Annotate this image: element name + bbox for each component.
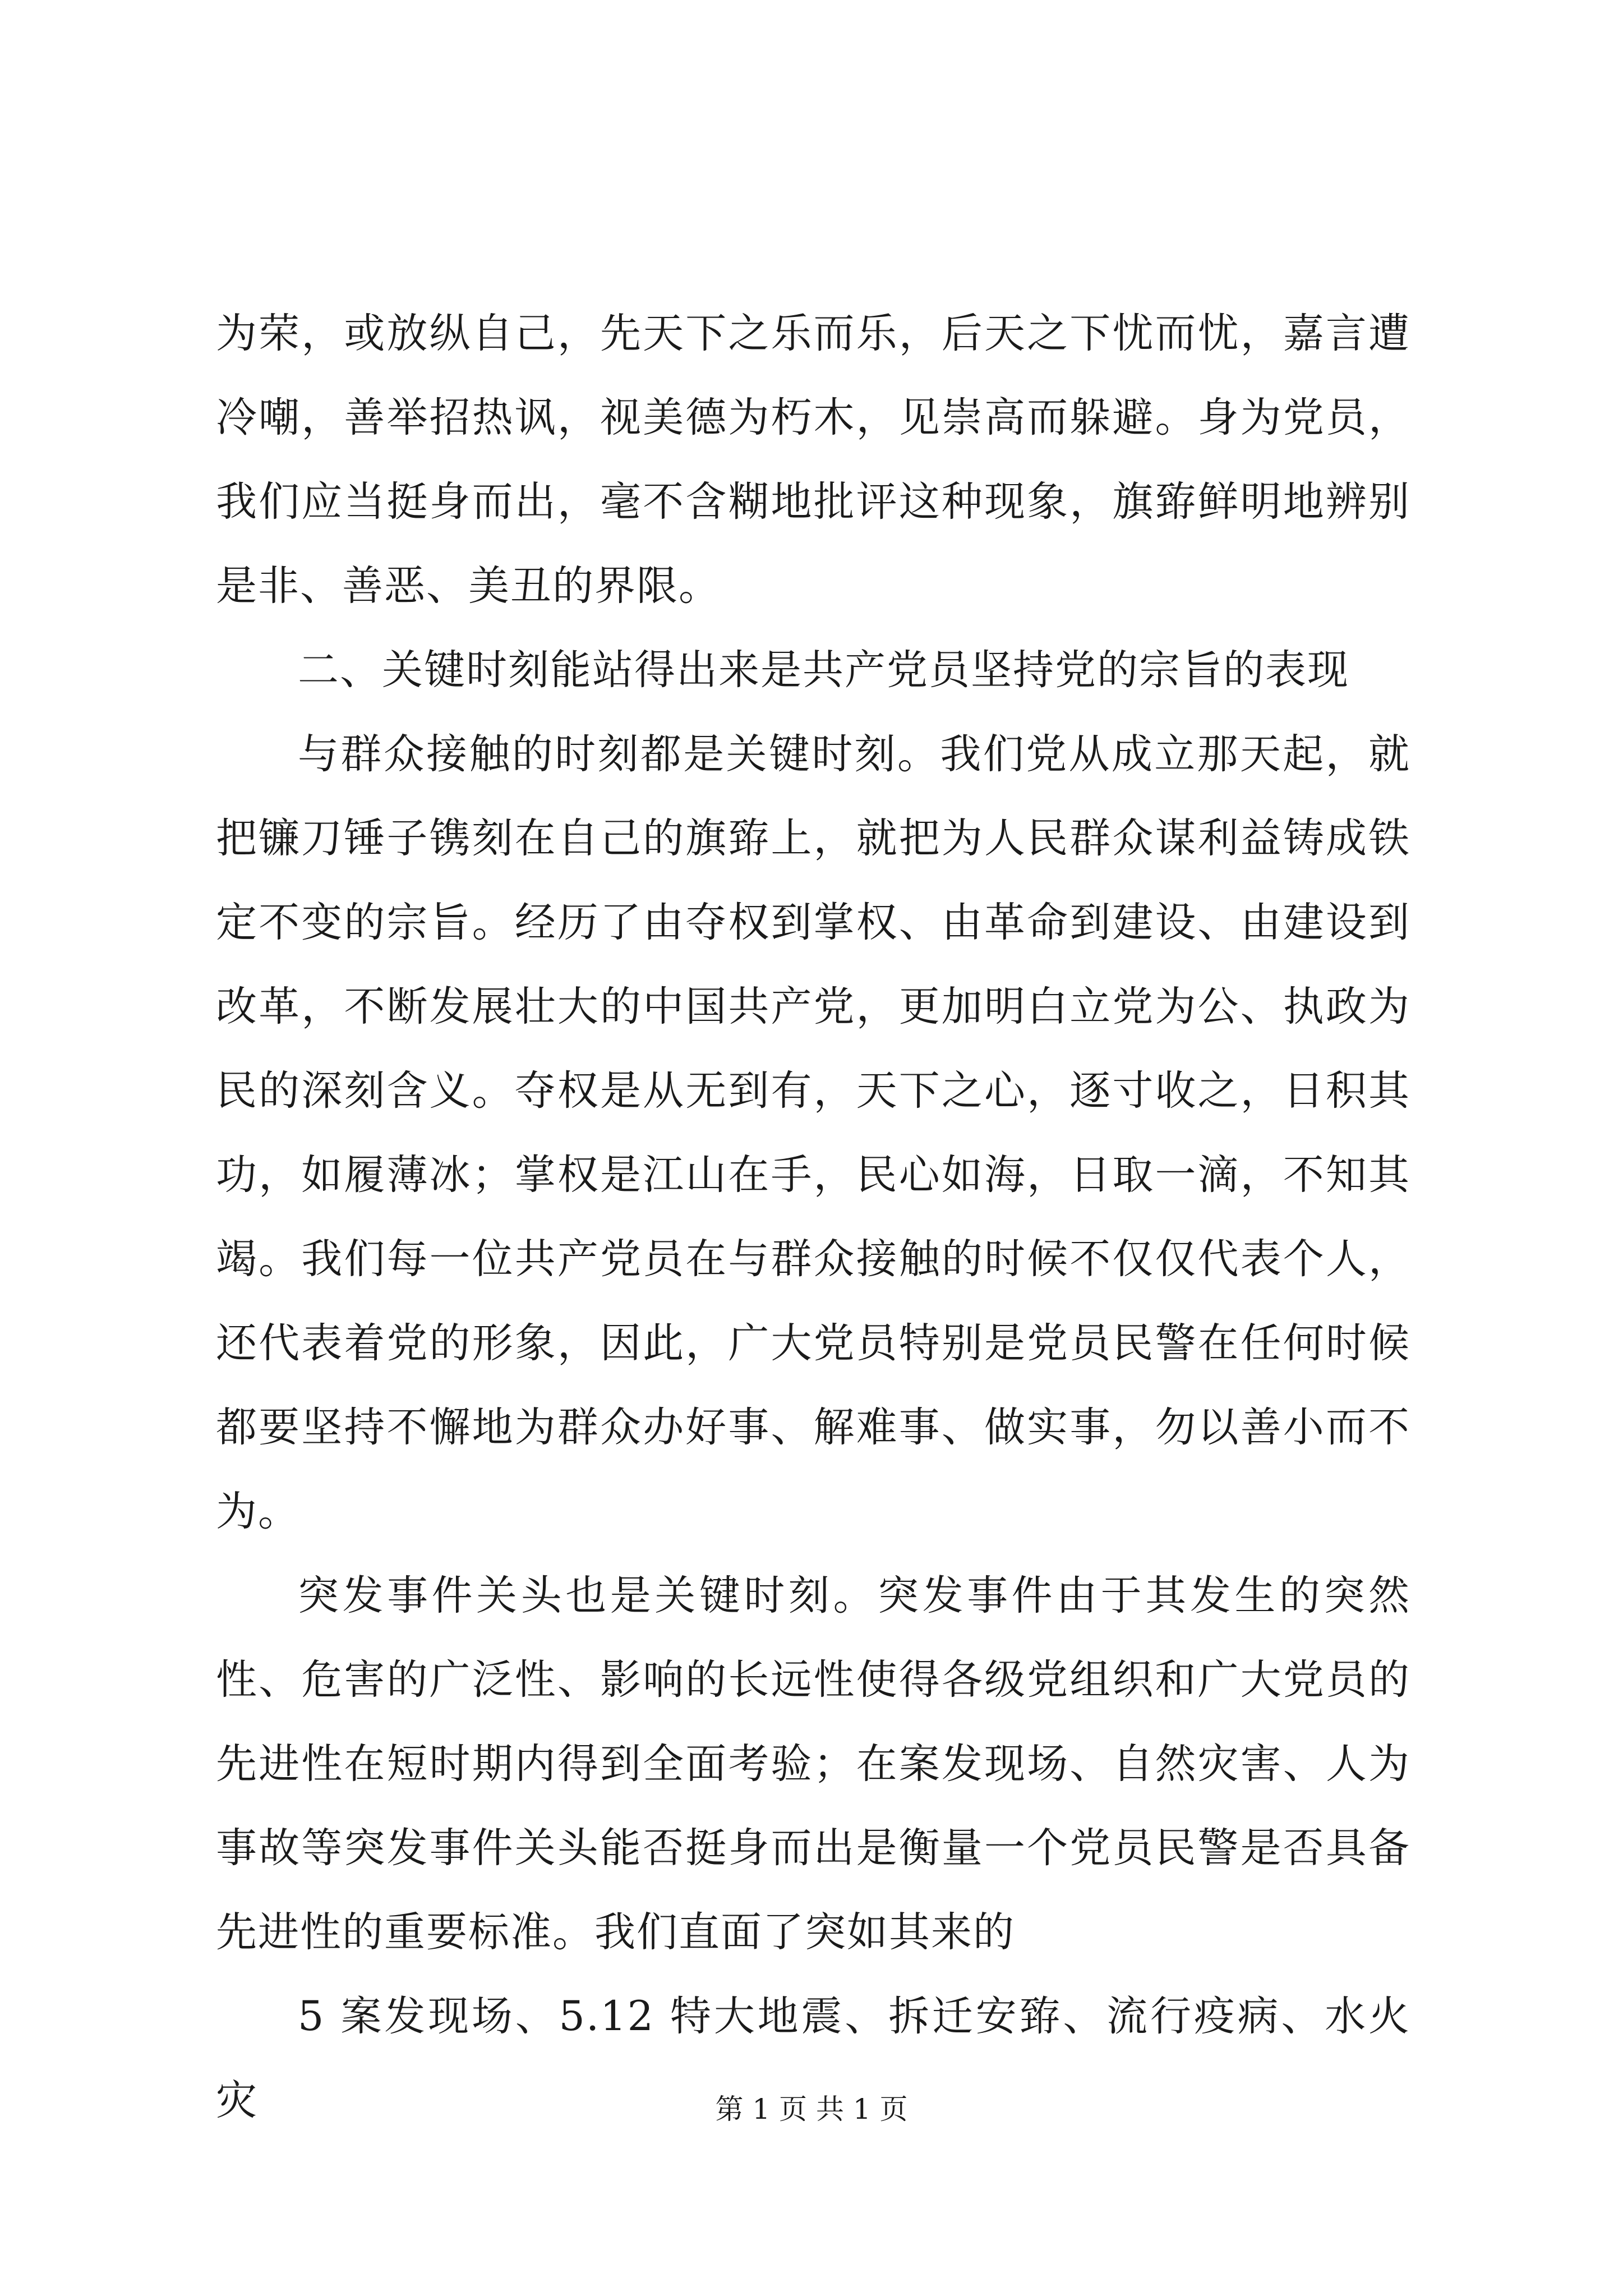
paragraph-2: 与群众接触的时刻都是关键时刻。我们党从成立那天起，就把镰刀锤子镌刻在自己的旗臶上，就把为人民群众谋利益铸成铁定不变的宗旨。经历了由夺权到掌权、由革命到建设、由建设到改革，不断发展壮大的中国共产党，更加明白立党为公、执政为民的深刻含义。夺权是从无到有，天下之心，逐寸收之，日积其功，如履薄冰；掌权是江山在手，民心如海，日取一滴，不知其竭。我们每一位共产党员在与群众接触的时候不仅仅代表个人，还代表着党的形象，因此，广大党员特别是党员民警在任何时候都要坚持不懈地为群众办好事、解难事、做实事，勿以善小而不为。 bbox=[216, 730, 1410, 1535]
paragraph-1: 为荣，或放纵自己，先天下之乐而乐，后天之下忧而忧，嘉言遭冷嘲，善举招热讽，视美德为朽木，见崇高而躲避。身为党员，我们应当挺身而出，毫不含糊地批评这种现象，旗臶鲜明地辨别是非、善恶、美丑的界限。 bbox=[216, 310, 1410, 610]
section-heading: 二、关键时刻能站得出来是共产党员坚持党的宗旨的表现 bbox=[298, 646, 1349, 694]
page-number-footer: 第 1 页 共 1 页 bbox=[715, 2093, 908, 2125]
paragraph-4: 5 案发现场、5.12 特大地震、拆迁安臶、流行疫病、水火灾 bbox=[216, 1993, 1410, 2124]
paragraph-3: 突发事件关头也是关键时刻。突发事件由于其发生的突然性、危害的广泛性、影响的长远性使得各级党组织和广大党员的先进性在短时期内得到全面考验；在案发现场、自然灾害、人为事故等突发事件关头能否挺身而出是衡量一个党员民警是否具备先进性的重要标准。我们直面了突如其来的 bbox=[216, 1572, 1410, 1956]
document-body bbox=[216, 292, 1410, 2143]
